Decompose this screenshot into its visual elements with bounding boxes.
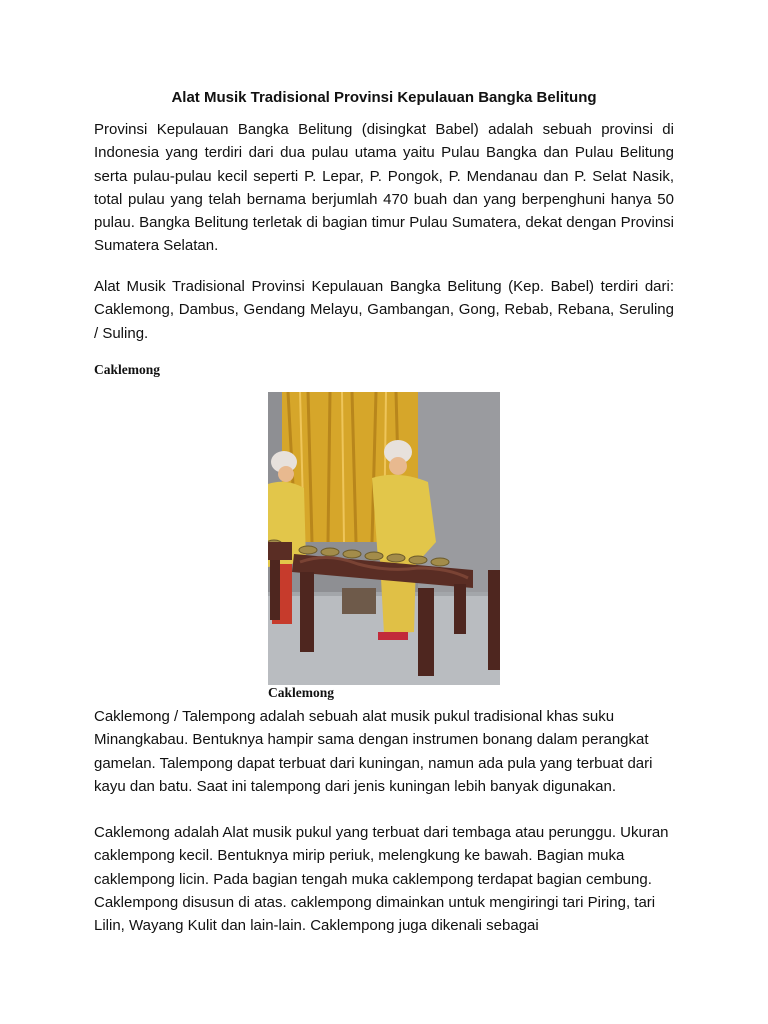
document-title: Alat Musik Tradisional Provinsi Kepulauan Bangka Belitung: [171, 89, 597, 106]
intro-paragraph: Provinsi Kepulauan Bangka Belitung (disingkat Babel) adalah sebuah provinsi di Indonesia yang terdiri dari dua pulau utama yaitu Pulau Bangka dan Pulau Belitung serta pulau-pulau kecil seperti P. Lepar, P. Pongok, P. Mendanau dan P. Selat Nasik, total pulau yang telah bernama berjumlah 470 buah dan yang berpenghuni hanya 50 pulau. Bangka Belitung terletak di bagian timur Pulau Sumatera, dekat dengan Provinsi Sumatera Selatan.: [94, 121, 674, 255]
description-paragraph-2: Caklemong adalah Alat musik pukul yang terbuat dari tembaga atau perunggu. Ukuran caklempong kecil. Bentuknya mirip periuk, melengkung ke bawah. Bagian muka caklempong licin. Pada bagian tengah muka caklempong terdapat bagian cembung. Caklempong disusun di atas. caklempong dimainkan untuk mengiringi tari Piring, tari Lilin, Wayang Kulit dan lain-lain. Caklempong juga dikenali sebagai: [94, 824, 669, 935]
instruments-paragraph: Alat Musik Tradisional Provinsi Kepulauan Bangka Belitung (Kep. Babel) terdiri dari: Caklemong, Dambus, Gendang Melayu, Gambangan, Gong, Rebab, Rebana, Seruling / Suling.: [94, 278, 674, 342]
section-heading-caklemong: Caklemong: [94, 362, 161, 377]
image-caption: Caklemong: [268, 685, 335, 700]
caklemong-photo: [268, 392, 500, 685]
description-paragraph-1: Caklemong / Talempong adalah sebuah alat musik pukul tradisional khas suku Minangkabau. Bentuknya hampir sama dengan instrumen bonang dalam perangkat gamelan. Talempong dapat terbuat dari kuningan, namun ada pula yang terbuat dari kayu dan batu. Saat ini talempong dari jenis kuningan lebih banyak digunakan.: [94, 708, 653, 795]
